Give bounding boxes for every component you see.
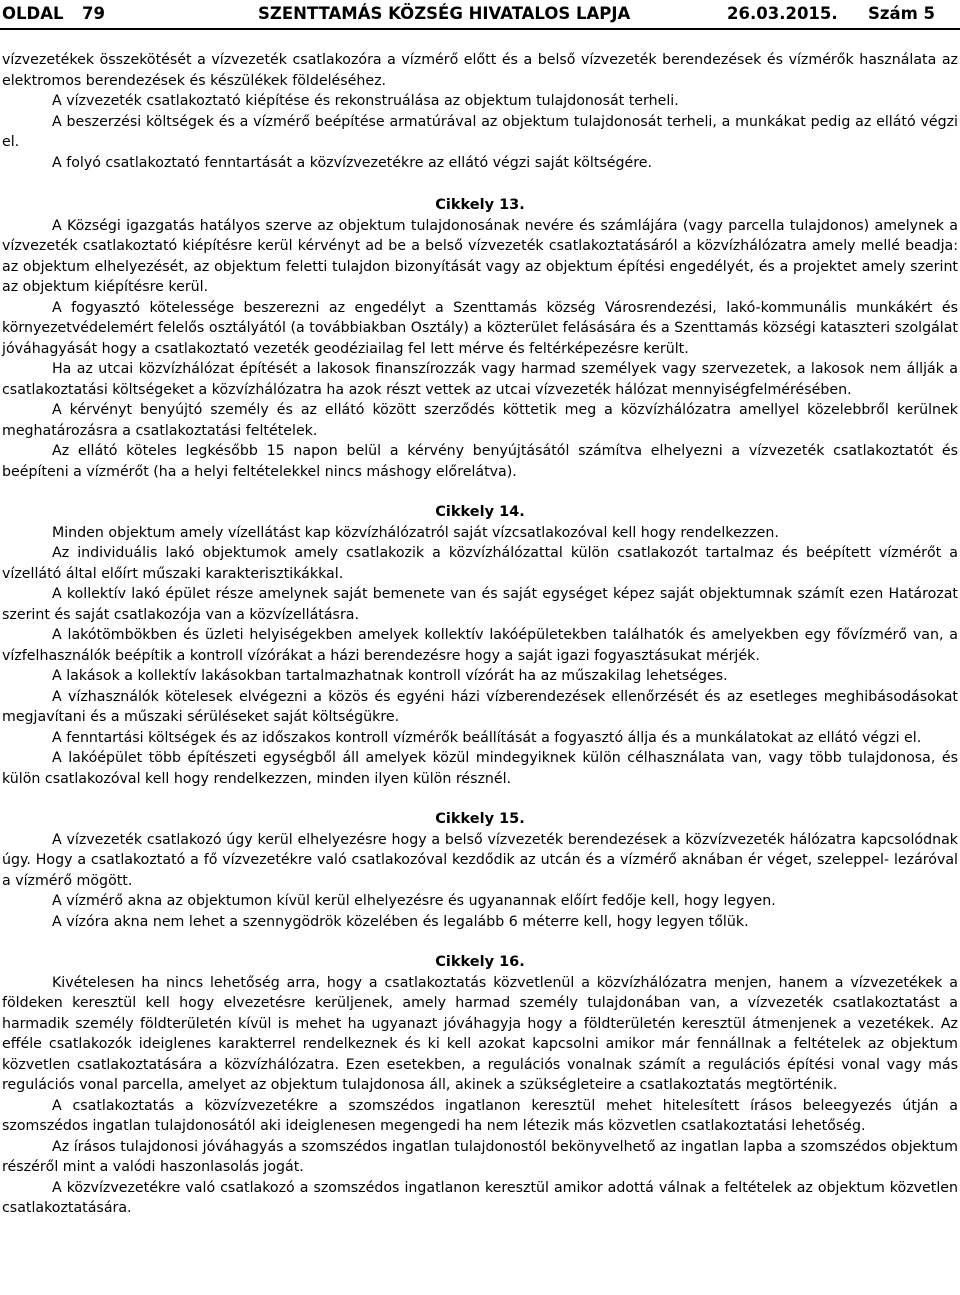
article-paragraph: A vízhasználók kötelesek elvégezni a közös és egyéni házi vízberendezések ellenőrzését és az esetleges meghibásodásokat megjavítani és a műszaki sérüléseket saját költségükre. [2,688,958,725]
page-header [0,0,960,30]
article-paragraph: A kérvényt benyújtó személy és az ellátó között szerződés köttetik meg a közvízhálózatra amellyel közelebbről kerülnek meghatározásra a csatlakoztatási feltételek. [2,402,958,439]
article-paragraph: A közvízvezetékre való csatlakozó a szomszédos ingatlanon keresztül amikor adottá válnak a feltételek az objektum közvetlen csatlakoztatására. [2,1179,958,1216]
article-title: Cikkely 16. [435,954,525,970]
article-paragraph: Az individuális lakó objektumok amely csatlakozik a közvízhálózattal külön csatlakozót tartalmaz és beépített vízmérőt a vízellátó által előírt műszaki karakterisztikákkal. [2,545,958,582]
header-date: 26.03.2015. [727,4,838,23]
article-paragraph: A fogyasztó kötelessége beszerezni az engedélyt a Szenttamás község Városrendezési, lakó-kommunális munkákért és környezetvédelemért felelős osztályától (a továbbiakban Osztály) a közterület felásására és a Szenttamás községi kataszteri szolgálat jóváhagyását hogy a csatlakoztató vezeték geodéziailag fel lett mérve és feltérképezésre került. [2,299,958,357]
article-paragraph: Kivételesen ha nincs lehetőség arra, hogy a csatlakoztatás közvetlenül a közvízhálózatra menjen, hanem a vízvezetékek a földeken keresztül kell hogy elvezetésre kerüljenek, amely harmad személy tulajdonában van, a vízvezeték csatlakoztatást a harmadik személy földterületén kívül is mehet ha ugyanazt jóváhagyja hogy a földterületén keresztül átmenjenek a vezetékek. Az efféle csatlakozók ideiglenes karakterrel rendelkeznek és ki kell azokat kapcsolni amikor már fennállnak a feltételek az objektum közvetlen csatlakoztatására a közvízhálózatra. Ezen esetekben, a regulációs vonalnak számít a regulációs építési vonal vagy más regulációs vonal parcella, amelyet az objektum tulajdonosa áll, akinek a szükségleteire a csatlakoztatás megtörténik. [2,974,958,1093]
header-publication-title: SZENTTAMÁS KÖZSÉG HIVATALOS LAPJA [258,4,631,23]
intro-paragraph: A beszerzési költségek és a vízmérő beépítése armatúrával az objektum tulajdonosát terheli, a munkákat pedig az ellátó végzi el. [2,113,958,150]
header-page-number: 79 [82,4,105,23]
article-paragraph: A vízmérő akna az objektumon kívül kerül elhelyezésre és ugyanannak előírt fedője kell, hogy legyen. [52,893,776,909]
document-body [2,50,958,1219]
article-paragraph: Ha az utcai közvízhálózat építését a lakosok finanszírozzák vagy harmad személyek vagy szervezetek, a lakosok nem állják a csatlakoztatási költségeket a közvízhálózatra ha azok részt vettek az utcai vízvezeték hálózat mennyiségfelmérésében. [2,361,958,398]
article-paragraph: A csatlakoztatás a közvízvezetékre a szomszédos ingatlanon keresztül mehet hitelesített írásos beleegyezés útján a szomszédos ingatlan tulajdonosától aki ideiglenesen megengedi ha nem létezik más közvetlen csatlakoztatási lehetőség. [2,1097,958,1134]
article-title: Cikkely 15. [435,811,525,827]
header-page-label: OLDAL [2,4,64,23]
article-paragraph: A fenntartási költségek és az időszakos kontroll vízmérők beállítását a fogyasztó állja és a munkálatokat az ellátó végzi el. [52,729,922,746]
article-paragraph: A lakások a kollektív lakásokban tartalmazhatnak kontroll vízórát ha az műszakilag lehetséges. [52,668,728,684]
article-paragraph: A kollektív lakó épület része amelynek saját bemenete van és saját egységet képez saját objektumnak számít ezen Határozat szerint és saját csatlakozója van a közvízellátásra. [2,586,958,623]
intro-paragraph: A vízvezeték csatlakoztató kiépítése és rekonstruálása az objektum tulajdonosát terheli. [52,93,679,109]
article-paragraph: A Községi igazgatás hatályos szerve az objektum tulajdonosának nevére és számlájára (vagy parcella tulajdonos) amelynek a vízvezeték csatlakoztató kiépítésre kerül kérvényt ad be a belső vízvezeték csatlakoztatásáról a közvízhálózatra amely mellé beadja: az objektum elhelyezését, az objektum feletti tulajdon bizonyítását vagy az objektum építési engedélyét, és a projektet amely szerint az objektum kiépítésre kerül. [2,217,958,295]
article-title: Cikkely 13. [435,197,525,213]
article-paragraph: Az ellátó köteles legkésőbb 15 napon belül a kérvény benyújtásától számítva elhelyezni a vízvezeték csatlakoztatót és beépíteni a vízmérőt (ha a helyi feltételekkel nincs máshogy előrelátva). [2,443,958,480]
article-paragraph: A vízóra akna nem lehet a szennygödrök közelében és legalább 6 méterre kell, hogy legyen tőlük. [52,913,749,930]
article-paragraph: A vízvezeték csatlakozó úgy kerül elhelyezésre hogy a belső vízvezeték berendezések a közvízvezeték hálózatra kapcsolódnak úgy. Hogy a csatlakoztató a fő vízvezetékre való csatlakozóval kezdődik az utcán és a vízmérő aknában ér véget, szeleppel- lezáróval a vízmérő mögött. [2,831,958,889]
article-title: Cikkely 14. [435,504,525,520]
article-paragraph: A lakóépület több építészeti egységből áll amelyek közül mindegyiknek külön célhasználata van, vagy több tulajdonosa, és külön csatlakozóval kell hogy rendelkezzen, minden ilyen külön résznél. [2,750,958,787]
intro-paragraph: A folyó csatlakoztató fenntartását a közvízvezetékre az ellátó végzi saját költségére. [52,154,652,171]
article-paragraph: Minden objektum amely vízellátást kap közvízhálózatról saját vízcsatlakozóval kell hogy rendelkezzen. [52,524,779,541]
article-paragraph: Az írásos tulajdonosi jóváhagyás a szomszédos ingatlan tulajdonostól bekönyvelhető az ingatlan lapba a szomszédos objektum részéről mint a valódi haszonlasolás jogát. [2,1138,958,1175]
article-paragraph: A lakótömbökben és üzleti helyiségekben amelyek kollektív lakóépületekben találhatók és amelyekben egy fővízmérő van, a vízfelhasználók beépítik a kontroll vízórákat a házi berendezésre hogy a saját igazi fogyasztásukat mérjék. [2,627,958,664]
header-issue-number: Szám 5 [868,4,936,23]
intro-paragraph: vízvezetékek összekötését a vízvezeték csatlakozóra a vízmérő előtt és a belső vízvezeték berendezések és vízmérők használata az elektromos berendezések és készülékek földeléséhez. [2,52,958,89]
